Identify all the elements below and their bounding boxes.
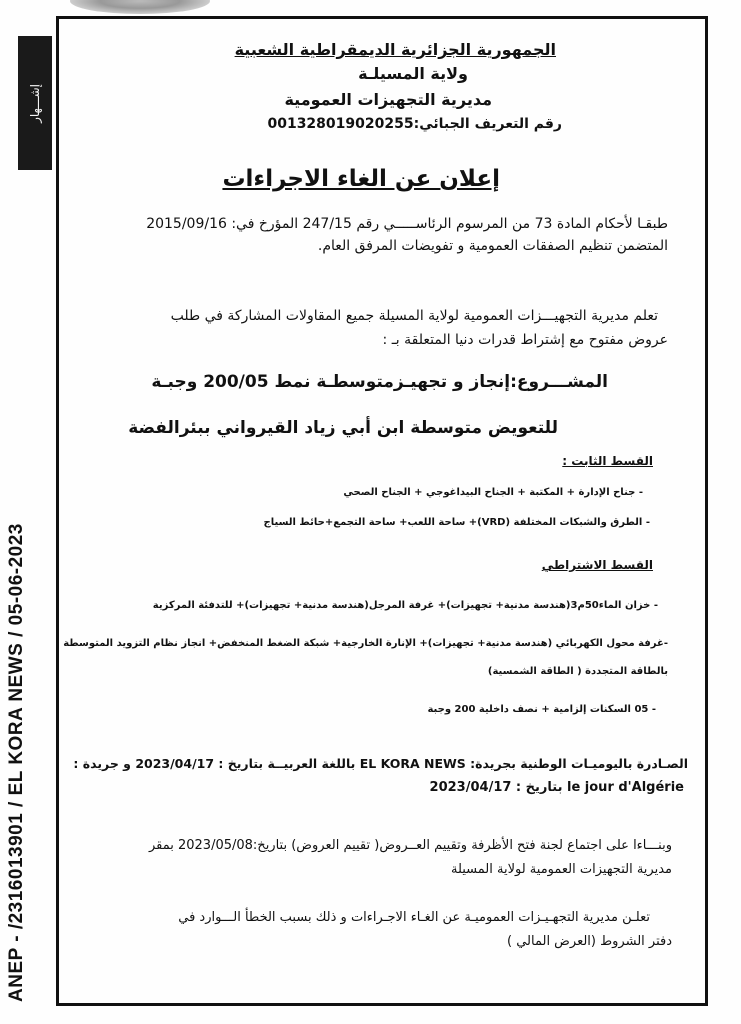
project-line2: للتعويض متوسطة ابن أبي زياد القيرواني ببئرالفضة [128, 418, 558, 438]
conditional-item1: - خزان الماء50م3(هندسة مدنية+ تجهيزات)+ غرفة المرجل(هندسة مدنية+ تجهيزات)+ للتدفئة المركزية [152, 600, 658, 611]
conditional-item2b: بالطاقة المتجددة ( الطاقة الشمسية) [487, 666, 668, 677]
header-wilaya: ولاية المسيلـة [358, 64, 468, 83]
ad-badge-label: إشـــهار [28, 83, 42, 123]
vertical-reference: ANEP - /2316013901 / EL KORA NEWS / 05-06-2023 [6, 523, 27, 1002]
intro-line1: طبقـا لأحكام المادة 73 من المرسوم الرئاســـــي رقم 247/15 المؤرخ في: 2015/09/16 [146, 216, 668, 232]
conditional-item2a: -غرفة محول الكهربائي (هندسة مدنية+ تجهيزات)+ الإنارة الخارجية+ شبكة الضغط المنخفض+ انجاز نظام التزويد المتوسطة [63, 638, 668, 649]
fixed-item1: - جناح الإدارة + المكتبة + الجناح البيداغوجي + الجناح الصحي [343, 487, 643, 498]
fixed-item2: - الطرق والشبكات المختلفة (VRD)+ ساحة اللعب+ ساحة التجمع+حائط السياج [263, 517, 650, 528]
announcement-content [63, 20, 698, 1000]
conditional-item3: - 05 السكنات إلزامية + نصف داخلية 200 وجبة [427, 704, 656, 715]
meeting-line2: مديرية التجهيزات العمومية لولاية المسيلة [450, 862, 672, 877]
meeting-line1: وبنـــاءا على اجتماع لجنة فتح الأظرفة وتقييم العــروض( تقييم العروض) بتاريخ:2023/05/08 بمقر [148, 838, 672, 853]
ad-badge [18, 36, 52, 170]
notice-line1: تعلم مديرية التجهيـــزات العمومية لولاية المسيلة جميع المقاولات المشاركة في طلب [170, 308, 658, 324]
header-republic: الجمهورية الجزائرية الديمقراطية الشعبية [234, 40, 556, 59]
page-title: إعلان عن الغاء الاجراءات [222, 166, 500, 192]
fixed-heading: القسط الثابت : [562, 454, 653, 468]
scan-smudge [70, 0, 210, 14]
publication-line2: le jour d'Algérie بتاريخ : 2023/04/17 [429, 780, 684, 795]
announcement-line2: دفتر الشروط (العرض المالي ) [507, 934, 672, 949]
notice-line2: عروض مفتوح مع إشتراط قدرات دنيا المتعلقة بـ : [382, 332, 668, 348]
project-line1: المشـــروع:إنجاز و تجهيـزمتوسطـة نمط 200/05 وجبـة [151, 372, 608, 392]
intro-line2: المتضمن تنظيم الصفقات العمومية و تفويضات المرفق العام. [317, 238, 668, 254]
announcement-line1: تعلـن مديرية التجهـيـزات العموميـة عن الغـاء الاجـراءات و ذلك بسبب الخطأ الـــوارد في [178, 910, 650, 925]
conditional-heading: القسط الاشتراطي [541, 558, 653, 572]
tax-id: رقم التعريف الجبائي:001328019020255 [267, 116, 562, 132]
header-directorate: مديرية التجهيزات العمومية [284, 90, 492, 109]
publication-line1: الصـادرة باليوميـات الوطنية بجريدة: EL KORA NEWS باللغة العربيــة بتاريخ : 2023/04/17 و جريدة : [73, 756, 688, 771]
